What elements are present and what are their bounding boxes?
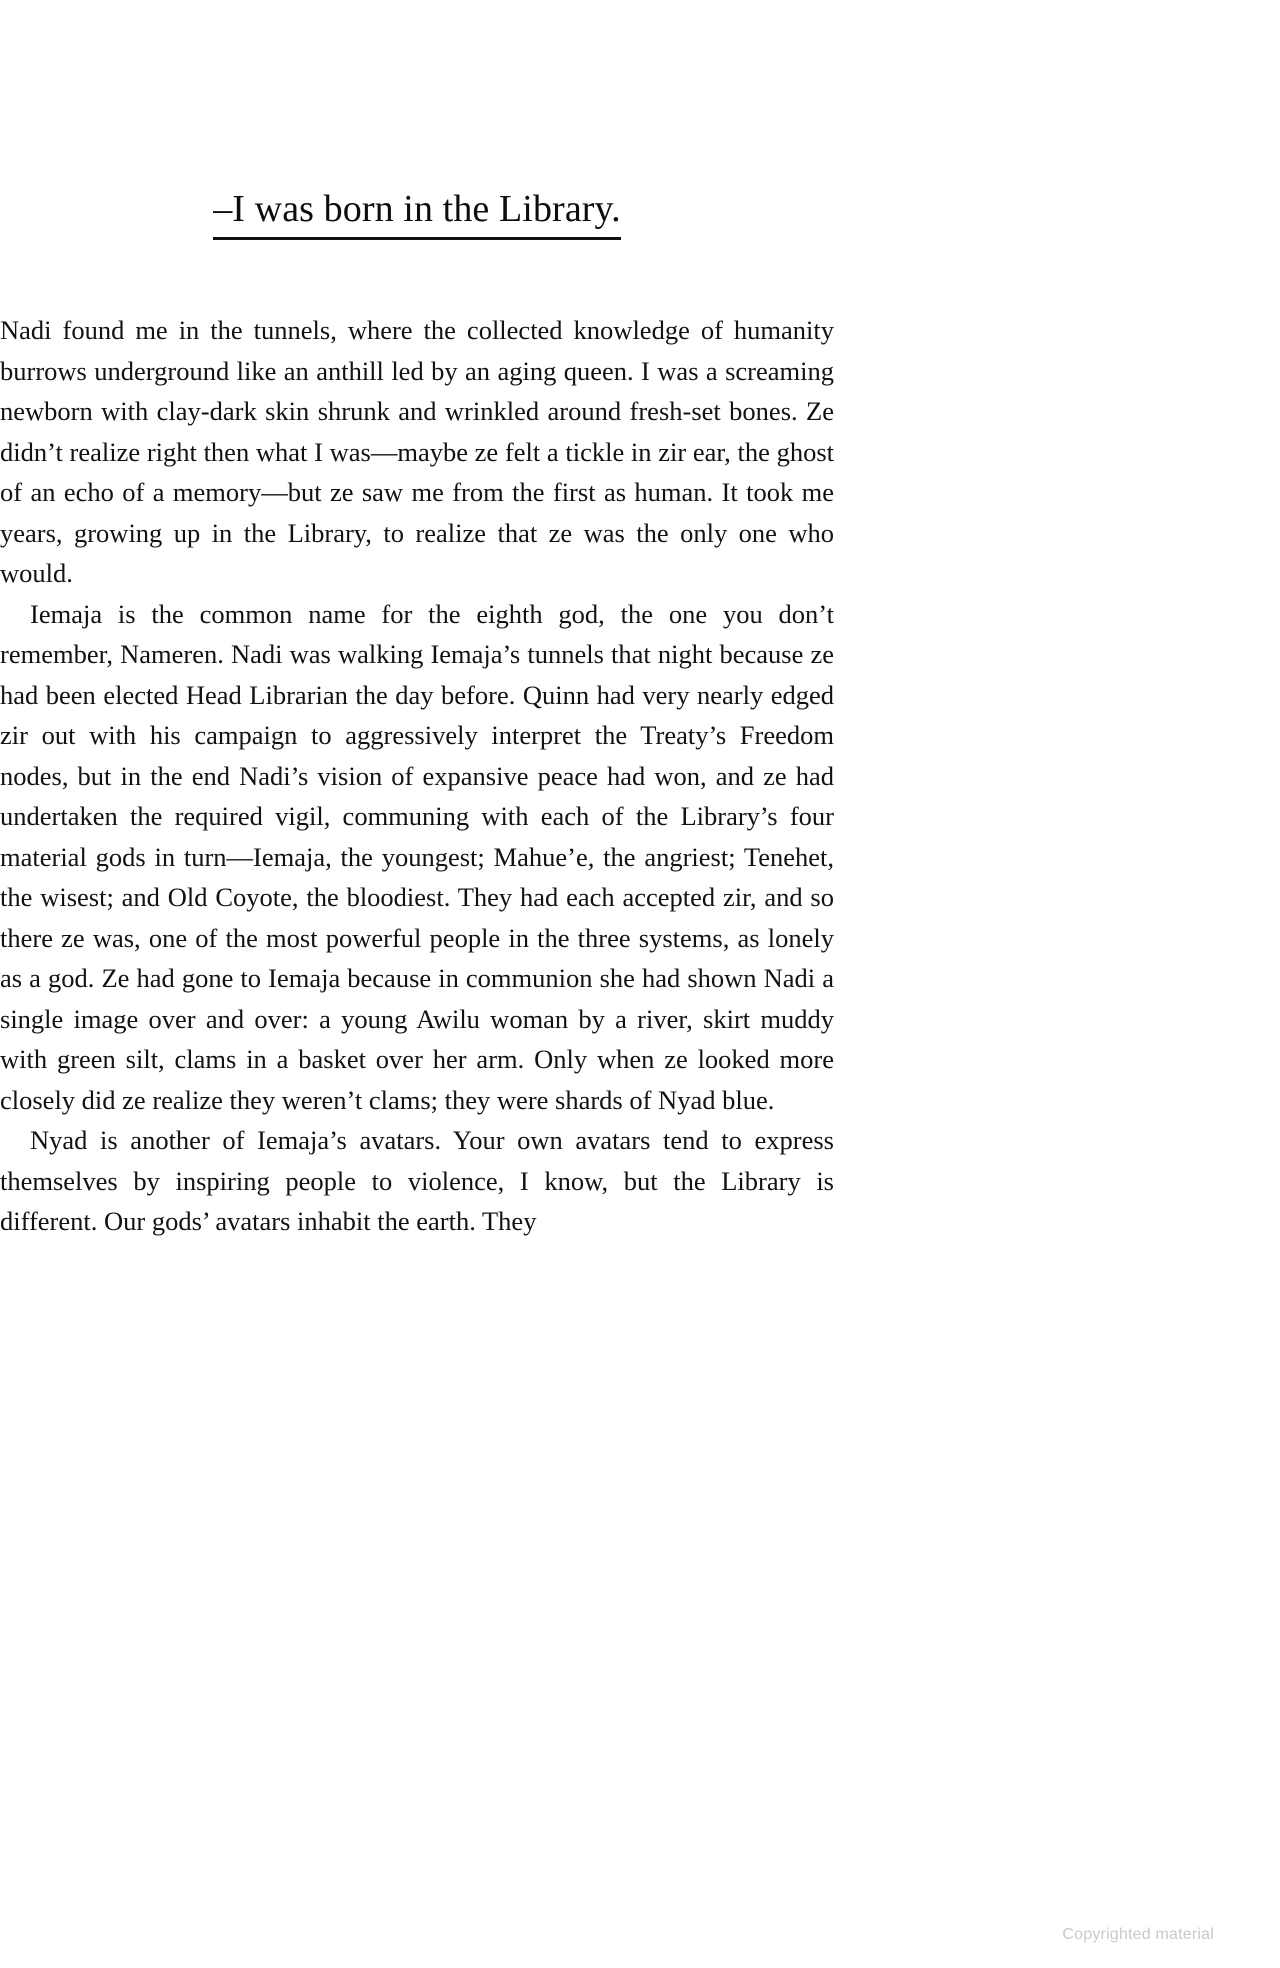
page-title-text: –I was born in the Library. xyxy=(213,186,621,240)
paragraph-3: Nyad is another of Iemaja’s avatars. Your own avatars tend to express themselves by inspiring people to violence, I know, but the Library is different. Our gods’ avatars inhabit the earth. They xyxy=(0,1125,834,1236)
paragraph-1: Nadi found me in the tunnels, where the collected knowledge of humanity burrows underground like an anthill led by an aging queen. I was a screaming newborn with clay-dark skin shrunk and wrinkled around fresh-set bones. Ze didn’t realize right then what I was—maybe ze felt a tickle in zir ear, the ghost of an echo of a memory—but ze saw me from the first as human. It took me years, growing up in the Library, to realize that ze was the only one who would. xyxy=(0,315,834,588)
paragraph-2: Iemaja is the common name for the eighth god, the one you don’t remember, Nameren. Nadi was walking Iemaja’s tunnels that night because ze had been elected Head Librarian the day before. Quinn had very nearly edged zir out with his campaign to aggressively interpret the Treaty’s Freedom nodes, but in the end Nadi’s vision of expansive peace had won, and ze had undertaken the required vigil, communing with each of the Library’s four material gods in turn—Iemaja, the youngest; Mahue’e, the angriest; Tenehet, the wisest; and Old Coyote, the bloodiest. They had each accepted zir, and so there ze was, one of the most powerful people in the three systems, as lonely as a god. Ze had gone to Iemaja because in communion she had shown Nadi a single image over and over: a young Awilu woman by a river, skirt muddy with green silt, clams in a basket over her arm. Only when ze looked more closely did ze realize they weren’t clams; they were shards of Nyad blue. xyxy=(0,598,834,1115)
body-text-block xyxy=(0,310,834,1242)
copyright-watermark: Copyrighted material xyxy=(1062,1926,1214,1943)
page-title xyxy=(0,186,834,240)
